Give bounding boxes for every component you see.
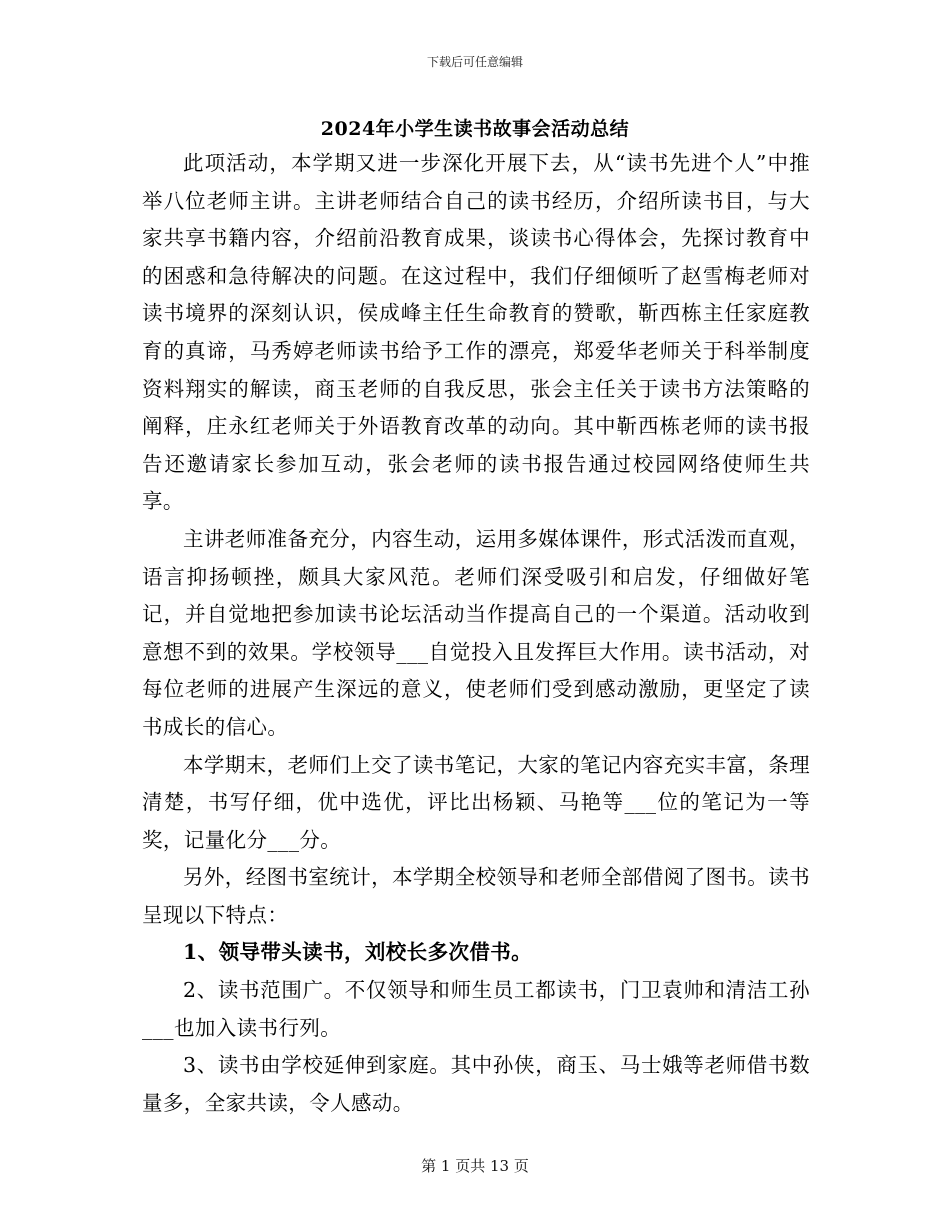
list-item-3: 3、读书由学校延伸到家庭。其中孙侠，商玉、马士娥等老师借书数量多，全家共读，令人感动。 — [142, 1053, 810, 1115]
list-item-1: 1、领导带头读书，刘校长多次借书。 — [183, 940, 533, 965]
paragraph-4: 另外，经图书室统计，本学期全校领导和老师全部借阅了图书。读书呈现以下特点： — [142, 865, 810, 927]
paragraph-3: 本学期末，老师们上交了读书笔记，大家的笔记内容充实丰富，条理清楚，书写仔细，优中选优，评比出杨颖、马艳等___位的笔记为一等奖，记量化分___分。 — [142, 752, 810, 852]
list-item-2: 2、读书范围广。不仅领导和师生员工都读书，门卫袁帅和清洁工孙___也加入读书行列。 — [142, 978, 810, 1040]
paragraph-1: 此项活动，本学期又进一步深化开展下去，从“读书先进个人”中推举八位老师主讲。主讲老师结合自己的读书经历，介绍所读书目，与大家共享书籍内容，介绍前沿教育成果，谈读书心得体会，先探讨教育中的困惑和急待解决的问题。在这过程中，我们仔细倾听了赵雪梅老师对读书境界的深刻认识，侯成峰主任生命教育的赞歌，靳西栋主任家庭教育的真谛，马秀婷老师读书给予工作的漂亮，郑爱华老师关于科举制度资料翔实的解读，商玉老师的自我反思，张会主任关于读书方法策略的阐释，庄永红老师关于外语教育改革的动向。其中靳西栋老师的读书报告还邀请家长参加互动，张会老师的读书报告通过校园网络使师生共享。 — [142, 151, 810, 514]
document-body — [142, 145, 810, 1122]
page-number: 第 1 页共 13 页 — [421, 1157, 529, 1175]
header-note: 下载后可任意编辑 — [426, 55, 523, 69]
paragraph-2: 主讲老师准备充分，内容生动，运用多媒体课件，形式活泼而直观，语言抑扬顿挫，颇具大家风范。老师们深受吸引和启发，仔细做好笔记，并自觉地把参加读书论坛活动当作提高自己的一个渠道。活动收到意想不到的效果。学校领导___自觉投入且发挥巨大作用。读书活动，对每位老师的进展产生深远的意义，使老师们受到感动激励，更坚定了读书成长的信心。 — [142, 526, 810, 739]
document-title: 2024年小学生读书故事会活动总结 — [320, 118, 630, 140]
